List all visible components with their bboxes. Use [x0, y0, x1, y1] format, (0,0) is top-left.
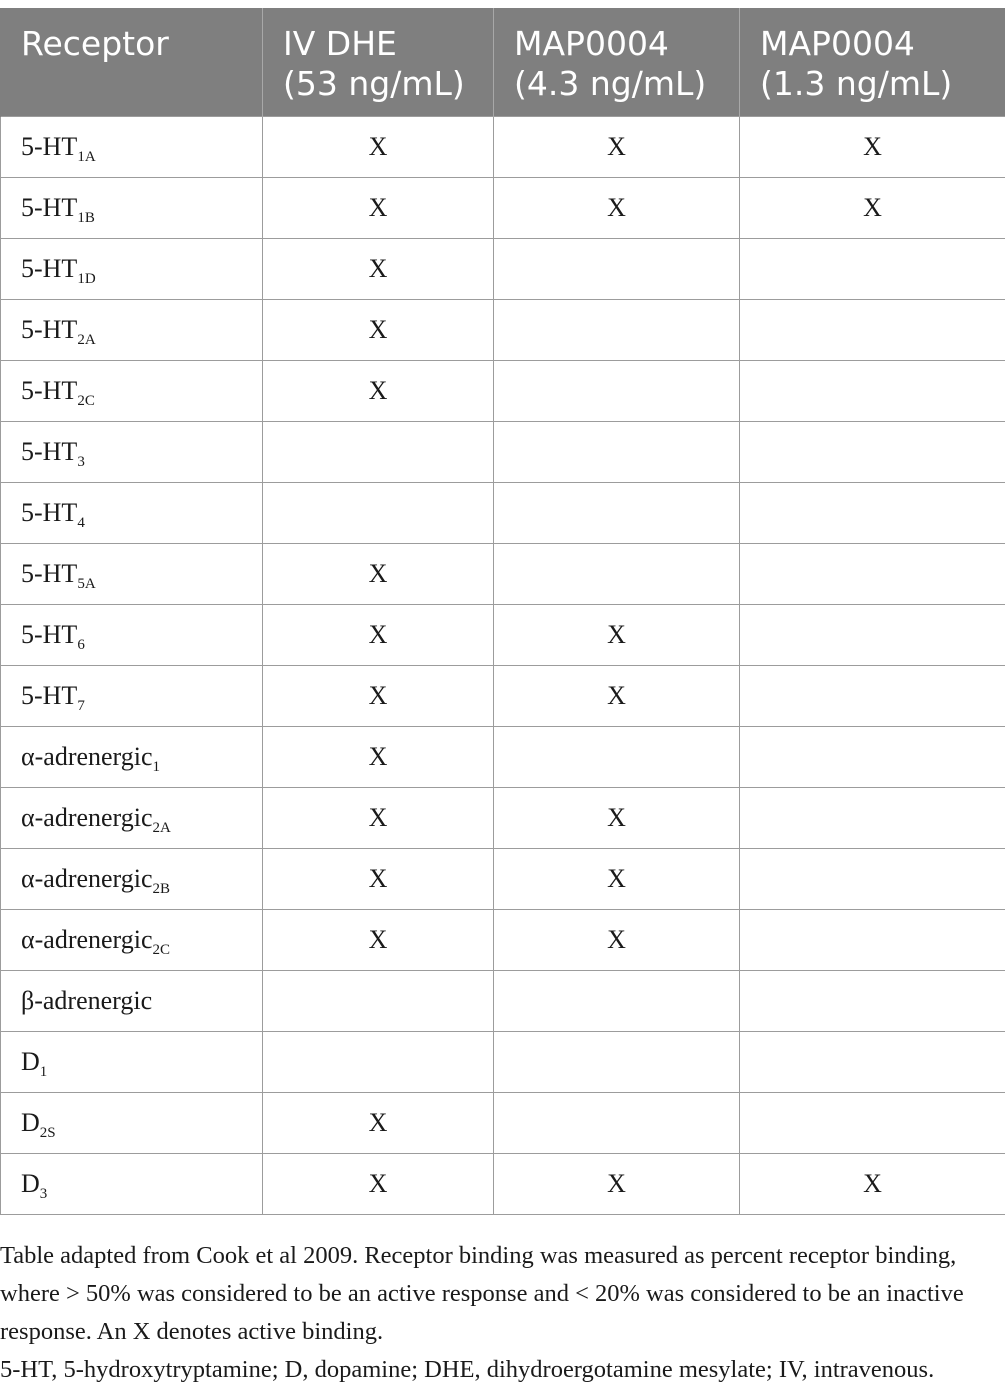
iv-dhe-cell: X	[263, 910, 494, 971]
receptor-subtype: 1B	[77, 210, 95, 226]
receptor-binding-table-container	[0, 8, 1005, 1215]
header-map0004-low-line1: MAP0004	[760, 24, 915, 63]
table-row	[1, 361, 1005, 422]
receptor-cell	[1, 727, 263, 788]
iv-dhe-cell: X	[263, 117, 494, 178]
footnote-abbreviations: 5-HT, 5-hydroxytryptamine; D, dopamine; DHE, dihydroergotamine mesylate; IV, intravenous.	[0, 1356, 935, 1383]
map0004-low-cell	[740, 788, 1005, 849]
receptor-cell	[1, 849, 263, 910]
receptor-subtype: 2A	[152, 820, 171, 836]
iv-dhe-cell	[263, 971, 494, 1032]
receptor-cell	[1, 1093, 263, 1154]
map0004-high-cell: X	[494, 605, 740, 666]
receptor-name: 5-HT	[21, 620, 78, 649]
iv-dhe-cell	[263, 1032, 494, 1093]
map0004-low-cell	[740, 727, 1005, 788]
receptor-name: 5-HT	[21, 498, 78, 527]
map0004-low-cell	[740, 910, 1005, 971]
iv-dhe-cell: X	[263, 544, 494, 605]
header-map0004-high-line2: (4.3 ng/mL)	[514, 64, 707, 103]
table-body	[1, 117, 1005, 1215]
map0004-high-cell: X	[494, 178, 740, 239]
receptor-name: 5-HT	[21, 437, 78, 466]
table-row	[1, 1154, 1005, 1215]
receptor-cell	[1, 178, 263, 239]
header-iv-dhe	[263, 8, 494, 117]
map0004-low-cell	[740, 239, 1005, 300]
iv-dhe-cell: X	[263, 178, 494, 239]
receptor-cell	[1, 1154, 263, 1215]
receptor-subtype: 2B	[152, 881, 171, 897]
receptor-subtype: 3	[77, 454, 85, 470]
iv-dhe-cell: X	[263, 1093, 494, 1154]
table-row	[1, 666, 1005, 727]
map0004-high-cell	[494, 971, 740, 1032]
table-row	[1, 239, 1005, 300]
map0004-low-cell	[740, 666, 1005, 727]
header-map0004-low-line2: (1.3 ng/mL)	[760, 64, 953, 103]
map0004-low-cell: X	[740, 117, 1005, 178]
map0004-high-cell	[494, 544, 740, 605]
receptor-name: 5-HT	[21, 376, 78, 405]
table-row	[1, 544, 1005, 605]
receptor-name: D	[21, 1169, 40, 1198]
table-row	[1, 727, 1005, 788]
map0004-high-cell: X	[494, 1154, 740, 1215]
receptor-cell	[1, 117, 263, 178]
table-row	[1, 605, 1005, 666]
receptor-cell	[1, 300, 263, 361]
map0004-high-cell: X	[494, 666, 740, 727]
table-row	[1, 300, 1005, 361]
map0004-low-cell	[740, 1032, 1005, 1093]
receptor-subtype: 1D	[77, 271, 96, 287]
header-iv-dhe-line2: (53 ng/mL)	[283, 64, 465, 103]
map0004-low-cell	[740, 361, 1005, 422]
receptor-subtype: 2A	[77, 332, 96, 348]
receptor-name: 5-HT	[21, 254, 78, 283]
receptor-cell	[1, 666, 263, 727]
receptor-cell	[1, 483, 263, 544]
iv-dhe-cell: X	[263, 239, 494, 300]
receptor-cell	[1, 971, 263, 1032]
receptor-cell	[1, 1032, 263, 1093]
table-header	[1, 8, 1005, 117]
table-row	[1, 178, 1005, 239]
receptor-subtype: 1A	[77, 149, 96, 165]
receptor-cell	[1, 239, 263, 300]
receptor-cell	[1, 422, 263, 483]
receptor-name: β-adrenergic	[21, 986, 153, 1015]
receptor-subtype: 2C	[77, 393, 95, 409]
header-map0004-high	[494, 8, 740, 117]
iv-dhe-cell	[263, 422, 494, 483]
table-row	[1, 910, 1005, 971]
map0004-high-cell	[494, 483, 740, 544]
map0004-high-cell	[494, 1093, 740, 1154]
iv-dhe-cell: X	[263, 605, 494, 666]
receptor-name: 5-HT	[21, 681, 78, 710]
map0004-low-cell	[740, 483, 1005, 544]
receptor-name: D	[21, 1047, 40, 1076]
receptor-name: 5-HT	[21, 559, 78, 588]
receptor-cell	[1, 605, 263, 666]
receptor-subtype: 3	[39, 1186, 48, 1202]
iv-dhe-cell: X	[263, 788, 494, 849]
header-receptor	[1, 8, 263, 117]
map0004-high-cell	[494, 1032, 740, 1093]
iv-dhe-cell	[263, 483, 494, 544]
receptor-subtype: 5A	[77, 576, 96, 592]
map0004-high-cell	[494, 300, 740, 361]
receptor-subtype: 7	[77, 698, 85, 714]
table-row	[1, 117, 1005, 178]
header-map0004-high-line1: MAP0004	[514, 24, 669, 63]
receptor-name: α-adrenergic	[21, 864, 153, 893]
iv-dhe-cell: X	[263, 849, 494, 910]
map0004-low-cell: X	[740, 1154, 1005, 1215]
receptor-name: 5-HT	[21, 315, 78, 344]
receptor-subtype: 1	[39, 1064, 48, 1080]
receptor-cell	[1, 788, 263, 849]
map0004-low-cell: X	[740, 178, 1005, 239]
receptor-name: α-adrenergic	[21, 803, 153, 832]
map0004-high-cell: X	[494, 117, 740, 178]
iv-dhe-cell: X	[263, 300, 494, 361]
receptor-subtype: 4	[77, 515, 85, 531]
table-row	[1, 849, 1005, 910]
iv-dhe-cell: X	[263, 727, 494, 788]
map0004-high-cell	[494, 361, 740, 422]
receptor-cell	[1, 544, 263, 605]
table-row	[1, 1032, 1005, 1093]
receptor-subtype: 1	[152, 759, 161, 775]
receptor-name: 5-HT	[21, 132, 78, 161]
header-map0004-low	[740, 8, 1005, 117]
receptor-name: 5-HT	[21, 193, 78, 222]
map0004-high-cell	[494, 239, 740, 300]
iv-dhe-cell: X	[263, 1154, 494, 1215]
receptor-subtype: 2S	[39, 1125, 56, 1141]
map0004-high-cell: X	[494, 788, 740, 849]
header-row	[1, 8, 1005, 117]
receptor-subtype: 2C	[152, 942, 171, 958]
map0004-low-cell	[740, 971, 1005, 1032]
table-row	[1, 483, 1005, 544]
map0004-low-cell	[740, 1093, 1005, 1154]
receptor-cell	[1, 910, 263, 971]
receptor-name: D	[21, 1108, 40, 1137]
table-row	[1, 788, 1005, 849]
table-row	[1, 971, 1005, 1032]
map0004-high-cell: X	[494, 849, 740, 910]
map0004-high-cell	[494, 422, 740, 483]
receptor-name: α-adrenergic	[21, 742, 153, 771]
map0004-high-cell: X	[494, 910, 740, 971]
receptor-binding-table	[0, 8, 1005, 1215]
header-iv-dhe-line1: IV DHE	[283, 24, 397, 63]
map0004-low-cell	[740, 849, 1005, 910]
iv-dhe-cell: X	[263, 361, 494, 422]
map0004-low-cell	[740, 605, 1005, 666]
receptor-cell	[1, 361, 263, 422]
table-row	[1, 1093, 1005, 1154]
receptor-name: α-adrenergic	[21, 925, 153, 954]
receptor-subtype: 6	[77, 637, 85, 653]
map0004-low-cell	[740, 544, 1005, 605]
iv-dhe-cell: X	[263, 666, 494, 727]
table-row	[1, 422, 1005, 483]
header-receptor-line1: Receptor	[21, 24, 169, 63]
map0004-high-cell	[494, 727, 740, 788]
map0004-low-cell	[740, 300, 1005, 361]
footnote-note: Table adapted from Cook et al 2009. Receptor binding was measured as percent receptor binding, where > 50% was considered to be an active response and < 20% was considered to be an inactive response. An X denotes active binding.	[0, 1242, 964, 1345]
table-footnote	[0, 1237, 1005, 1389]
map0004-low-cell	[740, 422, 1005, 483]
